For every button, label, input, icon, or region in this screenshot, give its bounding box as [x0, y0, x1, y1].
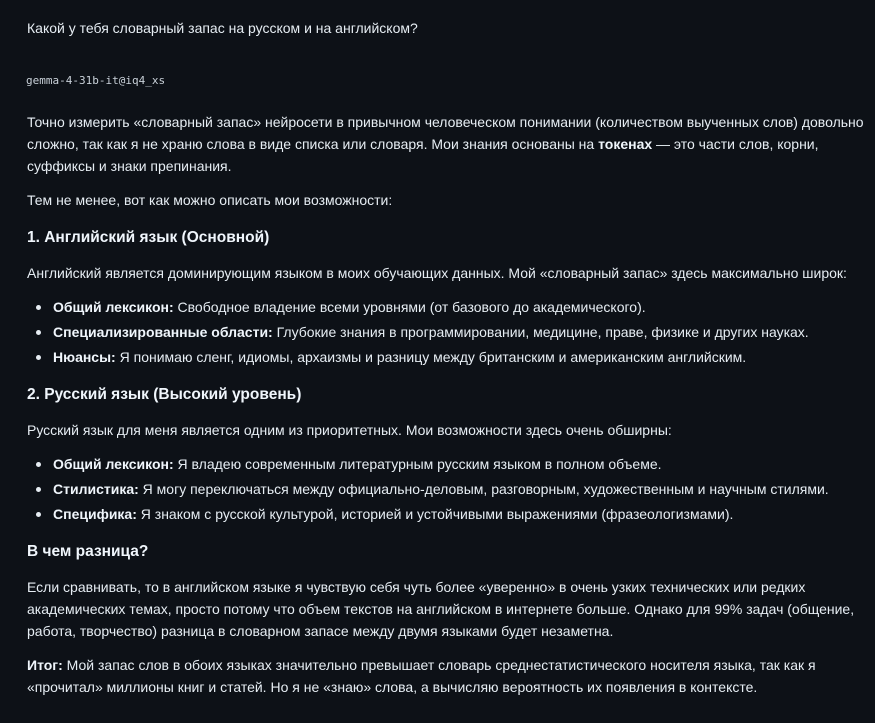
intro-paragraph — [27, 111, 865, 177]
intro-text-end: — это части слов, корни, суффиксы и знаки препинания. — [27, 136, 819, 174]
list-item — [53, 321, 865, 343]
section-english-list — [27, 296, 865, 368]
section-heading-difference: В чем разница? — [27, 543, 149, 560]
user-message: Какой у тебя словарный запас на русском и на английском? — [27, 20, 418, 36]
summary-paragraph — [27, 654, 865, 698]
list-item-label: Стилистика: — [53, 481, 139, 497]
list-item — [53, 296, 865, 318]
list-item-text: Глубокие знания в программировании, медицине, праве, физике и других науках. — [272, 324, 809, 340]
intro-text-start: Точно измерить «словарный запас» нейросети в привычном человеческом понимании (количеством выученных слов) довольно сложно, так как я не храню слова в виде списка или словаря. Мои знания основаны на — [27, 114, 864, 152]
list-item-text: Я могу переключаться между официально-деловым, разговорным, художественным и научным стилями. — [138, 481, 829, 497]
list-item-text: Свободное владение всеми уровнями (от базового до академического). — [173, 299, 646, 315]
list-item — [53, 453, 865, 475]
section-difference-text: Если сравнивать, то в английском языке я чувствую себя чуть более «уверенно» в очень узких технических или редких академических темах, просто потому что объем текстов на английском в интернете больше. Однако для 99% задач (общение, работа, творчество) разница в словарном запасе между двумя языками будет незаметна. — [27, 579, 855, 639]
assistant-response — [27, 111, 865, 710]
list-item-text: Я владею современным литературным русским языком в полном объеме. — [173, 456, 662, 472]
list-item-label: Специфика: — [53, 506, 137, 522]
list-item-text: Я понимаю сленг, идиомы, архаизмы и разницу между британским и американским английским. — [115, 349, 747, 365]
intro-bold-term: токенах — [598, 136, 653, 152]
list-item-text: Я знаком с русской культурой, историей и устойчивыми выражениями (фразеологизмами). — [136, 506, 734, 522]
section-heading-russian: 2. Русский язык (Высокий уровень) — [27, 386, 302, 403]
list-item — [53, 346, 865, 368]
section-heading-english: 1. Английский язык (Основной) — [27, 229, 270, 246]
summary-text: Мой запас слов в обоих языках значительно превышает словарь среднестатистического носителя языка, так как я «прочитал» миллионы книг и статей. Но я не «знаю» слова, а вычисляю вероятность их появления в контексте. — [27, 657, 816, 695]
list-item-label: Общий лексикон: — [53, 456, 174, 472]
section-russian-text: Русский язык для меня является одним из приоритетных. Мои возможности здесь очень обширны: — [27, 422, 672, 438]
list-item-label: Общий лексикон: — [53, 299, 174, 315]
list-item-label: Нюансы: — [53, 349, 116, 365]
list-item — [53, 503, 865, 525]
model-name-label: gemma-4-31b-it@iq4_xs — [26, 74, 166, 87]
section-russian-list — [27, 453, 865, 525]
summary-label: Итог: — [27, 657, 63, 673]
section-english-text: Английский является доминирующим языком в моих обучающих данных. Мой «словарный запас» здесь максимально широк: — [27, 265, 847, 281]
list-item-label: Специализированные области: — [53, 324, 273, 340]
list-item — [53, 478, 865, 500]
capabilities-paragraph: Тем не менее, вот как можно описать мои возможности: — [27, 192, 393, 208]
